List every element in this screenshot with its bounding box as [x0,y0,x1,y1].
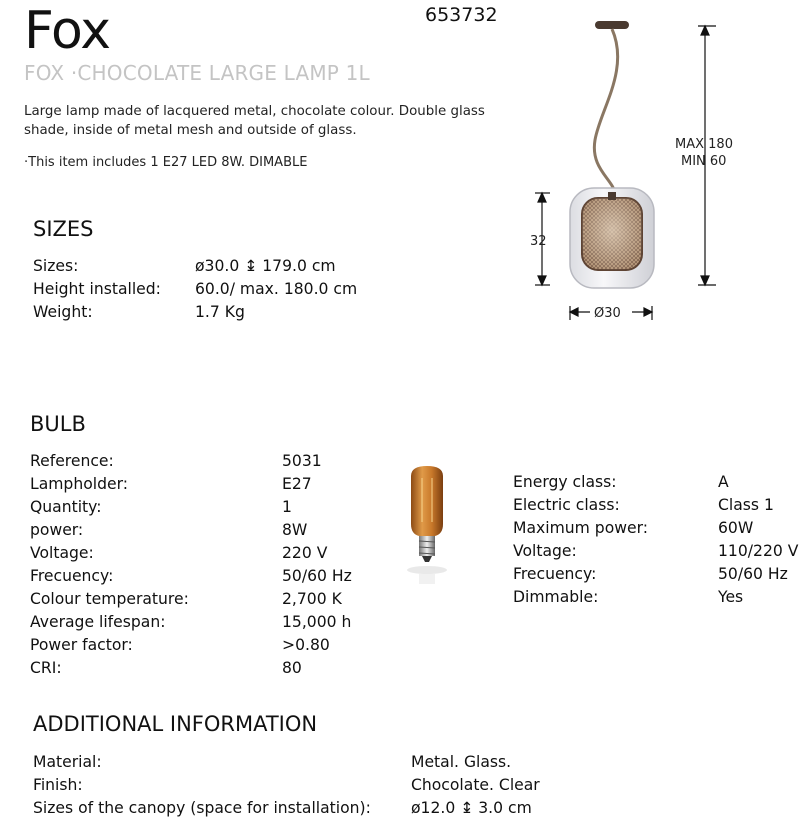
diameter-label: Ø30 [594,306,621,321]
row-value: ø30.0 ↨ 179.0 cm [195,257,336,275]
row-value: Chocolate. Clear [411,776,540,794]
row-label: Power factor: [30,636,133,654]
row-label: Electric class: [513,496,620,514]
product-reference: 653732 [425,4,498,26]
row-label: CRI: [30,659,62,677]
socket [608,192,616,200]
row-label: Colour temperature: [30,590,189,608]
row-label: Material: [33,753,102,771]
bulb-heading: BULB [30,412,86,436]
row-value: 8W [282,521,308,539]
row-label: Weight: [33,303,93,321]
row-value: Yes [718,588,744,606]
row-value: 80 [282,659,302,677]
row-label: Voltage: [513,542,577,560]
cable [594,29,617,195]
row-value: Class 1 [718,496,774,514]
row-value: Metal. Glass. [411,753,512,771]
row-label: Lampholder: [30,475,128,493]
product-subtitle: FOX ·CHOCOLATE LARGE LAMP 1L [24,61,370,85]
row-value: 5031 [282,452,322,470]
row-label: Reference: [30,452,114,470]
canopy [595,21,629,29]
row-label: Energy class: [513,473,617,491]
row-value: 60W [718,519,754,537]
sizes-heading: SIZES [33,217,94,241]
row-label: Sizes of the canopy (space for installation): [33,799,371,817]
row-label: Dimmable: [513,588,599,606]
row-value: 1.7 Kg [195,303,245,321]
row-label: Voltage: [30,544,94,562]
row-value: >0.80 [282,636,330,654]
row-label: Height installed: [33,280,161,298]
additional-table [33,751,593,826]
row-label: Sizes: [33,257,79,275]
row-label: Frecuency: [30,567,114,585]
row-value: 15,000 h [282,613,352,631]
row-label: Frecuency: [513,565,597,583]
led-bulb-image [395,462,459,592]
row-label: Average lifespan: [30,613,166,631]
product-includes: ·This item includes 1 E27 LED 8W. DIMABLE [24,155,308,170]
row-value: A [718,473,729,491]
row-label: Maximum power: [513,519,648,537]
row-value: 60.0/ max. 180.0 cm [195,280,358,298]
row-value: 50/60 Hz [282,567,352,585]
min-height-label: MIN 60 [681,154,727,169]
row-value: 220 V [282,544,328,562]
row-value: 1 [282,498,292,516]
sizes-table [33,255,433,325]
row-value: 110/220 V [718,542,799,560]
row-label: Quantity: [30,498,102,516]
row-value: 50/60 Hz [718,565,788,583]
row-value: ø12.0 ↨ 3.0 cm [411,799,532,817]
row-value: E27 [282,475,312,493]
row-label: Finish: [33,776,83,794]
additional-heading: ADDITIONAL INFORMATION [33,712,318,736]
bulb-specs-right [513,471,803,611]
row-label: power: [30,521,84,539]
product-title: Fox [24,1,111,61]
shade-height-label: 32 [530,234,547,249]
product-description: Large lamp made of lacquered metal, chocolate colour. Double glass shade, inside of metal mesh and outside of glass. [24,104,485,138]
row-value: 2,700 K [282,590,342,608]
lamp-dimension-diagram [520,10,780,330]
bulb-specs-left [30,450,390,685]
max-height-label: MAX 180 [675,137,733,152]
